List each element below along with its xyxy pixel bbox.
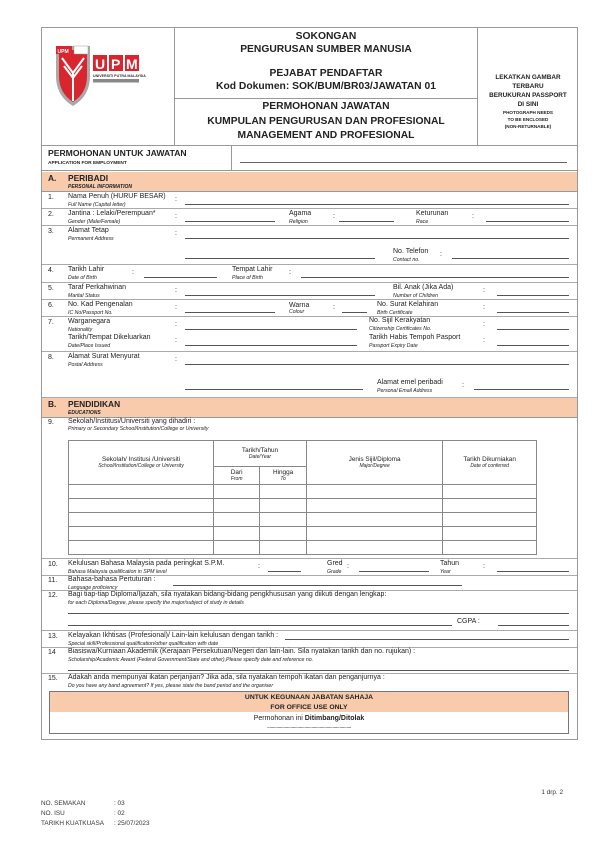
cell-input[interactable] <box>214 499 260 513</box>
field-label-en: Personal Email Address <box>377 388 433 394</box>
field-number: 6. <box>48 302 54 309</box>
field-label: Tempat Lahir <box>232 266 273 273</box>
field-label-en: Nationality <box>68 327 93 333</box>
form-header <box>42 28 577 146</box>
ic-no-input[interactable] <box>185 312 275 313</box>
field-label: CGPA : <box>457 618 480 625</box>
photo-note: TO BE ENCLOSED <box>507 117 549 122</box>
specialisation-line-1[interactable] <box>68 613 569 614</box>
colon: : <box>175 356 177 363</box>
field-label: Bahasa-bahasa Pertuturan : <box>68 576 156 583</box>
col-date-conferred: Tarikh Dikurniakan Date of conferred <box>443 441 537 485</box>
cell-input[interactable] <box>69 485 214 499</box>
cell-input[interactable] <box>306 513 442 527</box>
scholarship-input[interactable] <box>68 670 569 671</box>
field-number: 5. <box>48 285 54 292</box>
office-name: PEJABAT PENDAFTAR <box>269 68 383 79</box>
education-table <box>68 440 537 555</box>
cell-input[interactable] <box>214 513 260 527</box>
field-label-en: Citizenship Certificates No. <box>369 326 432 332</box>
table-row <box>69 513 537 527</box>
field-label-en: Language proficiency <box>68 585 118 591</box>
religion-input[interactable] <box>339 221 394 222</box>
field-label: Jantina : Lelaki/Perempuan* <box>68 210 156 217</box>
field-date-of-birth <box>42 265 577 283</box>
cell-input[interactable] <box>69 499 214 513</box>
professional-qualification-input[interactable] <box>285 639 569 640</box>
email-input[interactable] <box>474 389 569 390</box>
col-major: Jenis Sijil/Diploma Major/Degree <box>306 441 442 485</box>
doc-code: Kod Dokumen: SOK/BUM/BR03/JAWATAN 01 <box>216 80 436 92</box>
colon: : <box>472 213 474 220</box>
colon: : <box>175 196 177 203</box>
ic-colour-input[interactable] <box>342 312 367 313</box>
cgpa-input[interactable] <box>498 625 569 626</box>
field-label-en: Contact no. <box>393 257 420 263</box>
colon: : <box>175 213 177 220</box>
upm-crest-icon <box>42 28 175 146</box>
colon: : <box>175 321 177 328</box>
permanent-address-line-1[interactable] <box>185 238 569 239</box>
field-label-en: Marital Status <box>68 293 100 299</box>
section-title: PENDIDIKAN <box>68 399 121 409</box>
passport-expiry-input[interactable] <box>497 345 569 346</box>
children-count-input[interactable] <box>497 295 569 296</box>
colon: : <box>462 382 464 389</box>
field-label-en: Colour <box>289 309 305 315</box>
field-bm-qualification <box>42 559 577 576</box>
field-label: Gred <box>327 560 343 567</box>
form-title-3: MANAGEMENT AND PROFESIONAL <box>237 130 415 141</box>
gender-input[interactable] <box>185 221 275 222</box>
section-a-header <box>42 172 577 192</box>
cell-input[interactable] <box>69 541 214 555</box>
field-label: Taraf Perkahwinan <box>68 284 126 291</box>
nationality-input[interactable] <box>185 329 357 330</box>
form-title-block <box>175 28 478 146</box>
field-number: 13. <box>48 633 58 640</box>
photo-box[interactable] <box>479 28 577 146</box>
cell-input[interactable] <box>69 527 214 541</box>
office-use-title-en: FOR OFFICE USE ONLY <box>270 703 348 711</box>
field-number: 2. <box>48 211 54 218</box>
field-number: 11. <box>48 577 58 584</box>
cell-input[interactable] <box>306 527 442 541</box>
place-of-birth-input[interactable] <box>301 277 569 278</box>
form-title-1: PERMOHONAN JAWATAN <box>262 101 390 112</box>
cell-input[interactable] <box>443 541 537 555</box>
office-decision <box>50 715 568 722</box>
org-line-1: SOKONGAN <box>295 31 357 42</box>
field-label: Warna <box>289 302 310 309</box>
field-languages <box>42 576 577 591</box>
application-row <box>42 146 577 171</box>
section-title: PERIBADI <box>68 173 109 183</box>
field-label: Nama Penuh (HURUF BESAR) <box>68 193 166 200</box>
field-ic-no <box>42 300 577 317</box>
year-input[interactable] <box>497 571 569 572</box>
field-label-en: Postal Address <box>68 362 103 368</box>
section-key: A. <box>48 173 57 183</box>
field-label: Alamat emel peribadi <box>377 379 443 386</box>
field-label: Alamat Tetap <box>68 227 109 234</box>
revision-label: NO. SEMAKAN <box>41 800 86 807</box>
field-label-en: Passport Expiry Date <box>369 343 418 349</box>
field-number: 1. <box>48 194 54 201</box>
org-line-2: PENGURUSAN SUMBER MANUSIA <box>240 43 412 55</box>
colon: : <box>483 337 485 344</box>
field-label-en: IC No/Passport No. <box>68 310 113 316</box>
permanent-address-line-2[interactable] <box>185 258 375 259</box>
field-label-en: Number of Children <box>393 293 438 299</box>
cell-input[interactable] <box>260 513 307 527</box>
svg-text:M: M <box>126 56 138 72</box>
grade-input[interactable] <box>359 571 429 572</box>
photo-note: PHOTOGRAPH NEEDS <box>503 110 553 115</box>
section-b-header <box>42 398 577 418</box>
office-use-title: UNTUK KEGUNAAN JABATAN SAHAJA <box>244 694 374 701</box>
field-number: 14 <box>48 649 56 656</box>
colon: : <box>347 563 349 570</box>
section-key: B. <box>48 399 57 409</box>
postal-address-line-1[interactable] <box>185 364 569 365</box>
effective-date-value: : 25/07/2023 <box>114 820 150 827</box>
field-label-en: Grade <box>327 569 342 575</box>
field-label-en: Special skill/Professional qualification/other qualification with date <box>68 641 219 647</box>
postal-address-line-2[interactable] <box>185 389 363 390</box>
col-date-year: Tarikh/Tahun Date/Year <box>214 441 307 467</box>
date-place-issued-input[interactable] <box>185 345 357 346</box>
field-scholarship <box>42 648 577 674</box>
colon: : <box>483 321 485 328</box>
field-full-name <box>42 192 577 209</box>
photo-label: LEKATKAN GAMBAR <box>495 74 561 81</box>
field-label: Bagi tiap-tiap Diploma/Ijazah, sila nyatakan bidang-bidang pengkhususan yang diikuti dengan lengkap: <box>68 591 387 598</box>
position-applied-field[interactable] <box>240 162 567 163</box>
field-number: 15. <box>48 675 58 682</box>
colon: : <box>483 304 485 311</box>
cell-input[interactable] <box>214 541 260 555</box>
field-number: 7. <box>48 319 54 326</box>
cell-input[interactable] <box>260 527 307 541</box>
field-number: 10. <box>48 561 58 568</box>
field-label-en: for each Diploma/Degree, please specify the major/subject of study in details <box>68 600 244 606</box>
form-page <box>41 27 578 740</box>
field-label-en: Birth Certificate <box>377 310 413 316</box>
field-label-en: Scholarship/Academic Award (Federal Government/State and other),Please specify date and reference no. <box>68 657 314 663</box>
field-label-en: Gender (Male/Female) <box>68 219 121 225</box>
application-sub: APPLICATION FOR EMPLOYMENT <box>48 161 127 166</box>
col-from: Dari From <box>214 467 260 485</box>
field-label: Adakah anda mempunyai ikatan perjanjian? Jika ada, sila nyatakan tempoh ikatan dan penganjurnya : <box>68 674 385 681</box>
field-label: Warganegara <box>68 318 111 325</box>
cell-input[interactable] <box>260 541 307 555</box>
field-label: Keturunan <box>416 210 449 217</box>
citizenship-cert-input[interactable] <box>497 329 569 330</box>
colon: : <box>440 251 442 258</box>
photo-label: DI SINI <box>517 101 539 108</box>
issue-value: : 02 <box>114 810 125 817</box>
field-gender <box>42 209 577 226</box>
field-number: 12. <box>48 592 58 599</box>
col-institution: Sekolah/ Institusi /Universiti School/Institution/College or University <box>69 441 214 485</box>
photo-label: BERUKURAN PASSPORT <box>489 92 567 99</box>
field-label-en: Bahasa Malaysia qualification in SPM level <box>68 569 167 575</box>
field-label: Sekolah/Institusi/Universiti yang dihadiri : <box>68 418 196 425</box>
cell-input[interactable] <box>443 485 537 499</box>
field-label: Agama <box>289 210 312 217</box>
field-label: Kelayakan Ikhtisas (Profesional)/ Lain-lain kelulusan dengan tarikh : <box>68 632 279 639</box>
svg-text:UPM: UPM <box>57 49 69 55</box>
contact-no-input[interactable] <box>452 258 569 259</box>
field-number: 8. <box>48 354 54 361</box>
effective-date-label: TARIKH KUATKUASA <box>41 820 104 827</box>
field-label-en: Permanent Address <box>68 236 114 242</box>
signature-dotted-line: ........................................................................ <box>266 724 352 730</box>
page-number: 1 drp. 2 <box>541 789 563 796</box>
colon: : <box>175 230 177 237</box>
cell-input[interactable] <box>214 485 260 499</box>
cell-input[interactable] <box>443 527 537 541</box>
date-of-birth-input[interactable] <box>144 277 217 278</box>
svg-text:U: U <box>95 56 106 72</box>
field-label: No. Sijil Kerakyatan <box>369 317 431 324</box>
revision-value: : 03 <box>114 800 125 807</box>
field-label: No. Kad Pengenalan <box>68 301 133 308</box>
field-label-en: Date/Place Issued <box>68 343 111 349</box>
photo-note: (NON-RETURNABLE) <box>504 124 552 129</box>
colon: : <box>175 287 177 294</box>
cell-input[interactable] <box>214 527 260 541</box>
colon: : <box>175 304 177 311</box>
field-professional-qualification <box>42 631 577 648</box>
application-label: PERMOHONAN UNTUK JAWATAN <box>48 148 187 158</box>
decision-options: Ditimbang/Ditolak <box>304 715 365 722</box>
field-label: Bil. Anak (Jika Ada) <box>393 284 454 291</box>
field-label: No. Surat Kelahiran <box>377 301 439 308</box>
colon: : <box>258 563 260 570</box>
decision-prefix: Permohonan ini <box>253 715 305 722</box>
issue-label: NO. ISU <box>41 810 65 817</box>
cell-input[interactable] <box>443 499 537 513</box>
table-row <box>69 527 537 541</box>
marital-status-input[interactable] <box>185 295 375 296</box>
colon: : <box>333 304 335 311</box>
field-label: Tarikh Habis Tempoh Pasport <box>369 334 461 341</box>
upm-logo <box>42 28 175 146</box>
colon: : <box>483 287 485 294</box>
col-to: Hingga To <box>260 467 307 485</box>
field-number: 3. <box>48 228 54 235</box>
colon: : <box>333 213 335 220</box>
field-specialisation <box>42 591 577 631</box>
colon: : <box>289 269 291 276</box>
section-sub: PERSONAL INFORMATION <box>68 184 132 190</box>
cell-input[interactable] <box>260 499 307 513</box>
cell-input[interactable] <box>69 513 214 527</box>
spm-bm-input[interactable] <box>268 571 301 572</box>
field-label: Alamat Surat Menyurat <box>68 353 140 360</box>
field-marital-status <box>42 283 577 300</box>
field-label-en: Date of Birth <box>68 275 97 281</box>
field-label: Tahun <box>440 560 460 567</box>
table-row <box>69 485 537 499</box>
colon: : <box>132 269 134 276</box>
colon: : <box>483 563 485 570</box>
field-label: Tarikh Lahir <box>68 266 105 273</box>
table-row <box>69 499 537 513</box>
field-label-en: Full Name (Capital letter) <box>68 202 126 208</box>
section-sub: EDUCATIONS <box>68 410 101 416</box>
photo-label: TERBARU <box>512 83 544 90</box>
svg-text:P: P <box>111 56 121 72</box>
svg-text:UNIVERSITI PUTRA MALAYSIA: UNIVERSITI PUTRA MALAYSIA <box>93 74 146 78</box>
cell-input[interactable] <box>260 485 307 499</box>
cell-input[interactable] <box>306 541 442 555</box>
form-title-2: KUMPULAN PENGURUSAN DAN PROFESIONAL <box>207 115 445 127</box>
field-label-en: Year <box>440 569 451 575</box>
cell-input[interactable] <box>443 513 537 527</box>
field-label: Biasiswa/Kurniaan Akademik (Kerajaan Persekutuan/Negeri dan lain-lain. Sila nyatakan tarikh dan no. rujukan) : <box>68 648 416 655</box>
table-row <box>69 541 537 555</box>
cell-input[interactable] <box>306 485 442 499</box>
field-label-en: Do you have any band agreement? If yes, please state the band period and the organiser <box>68 683 274 689</box>
full-name-input[interactable] <box>185 204 569 205</box>
race-input[interactable] <box>486 221 569 222</box>
specialisation-line-2[interactable] <box>68 625 452 626</box>
field-number: 9. <box>48 419 54 426</box>
field-nationality <box>42 317 577 352</box>
field-label-en: Place of Birth <box>232 275 263 281</box>
office-use-box <box>49 691 569 734</box>
field-label-en: Religion <box>289 219 308 225</box>
field-number: 4. <box>48 267 54 274</box>
field-label-en: Primary or Secondary School/Institution/College or University <box>68 426 209 432</box>
languages-input[interactable] <box>173 585 462 586</box>
field-label: Kelulusan Bahasa Malaysia pada peringkat S.P.M. <box>68 560 225 567</box>
field-label: Tarikh/Tempat Dikeluarkan <box>68 334 151 341</box>
cell-input[interactable] <box>306 499 442 513</box>
field-permanent-address <box>42 226 577 265</box>
field-postal-address <box>42 352 577 398</box>
field-label: No. Telefon <box>393 248 429 255</box>
field-label-en: Race <box>416 219 429 225</box>
birth-certificate-input[interactable] <box>497 312 569 313</box>
colon: : <box>175 337 177 344</box>
office-use-header <box>50 692 568 712</box>
